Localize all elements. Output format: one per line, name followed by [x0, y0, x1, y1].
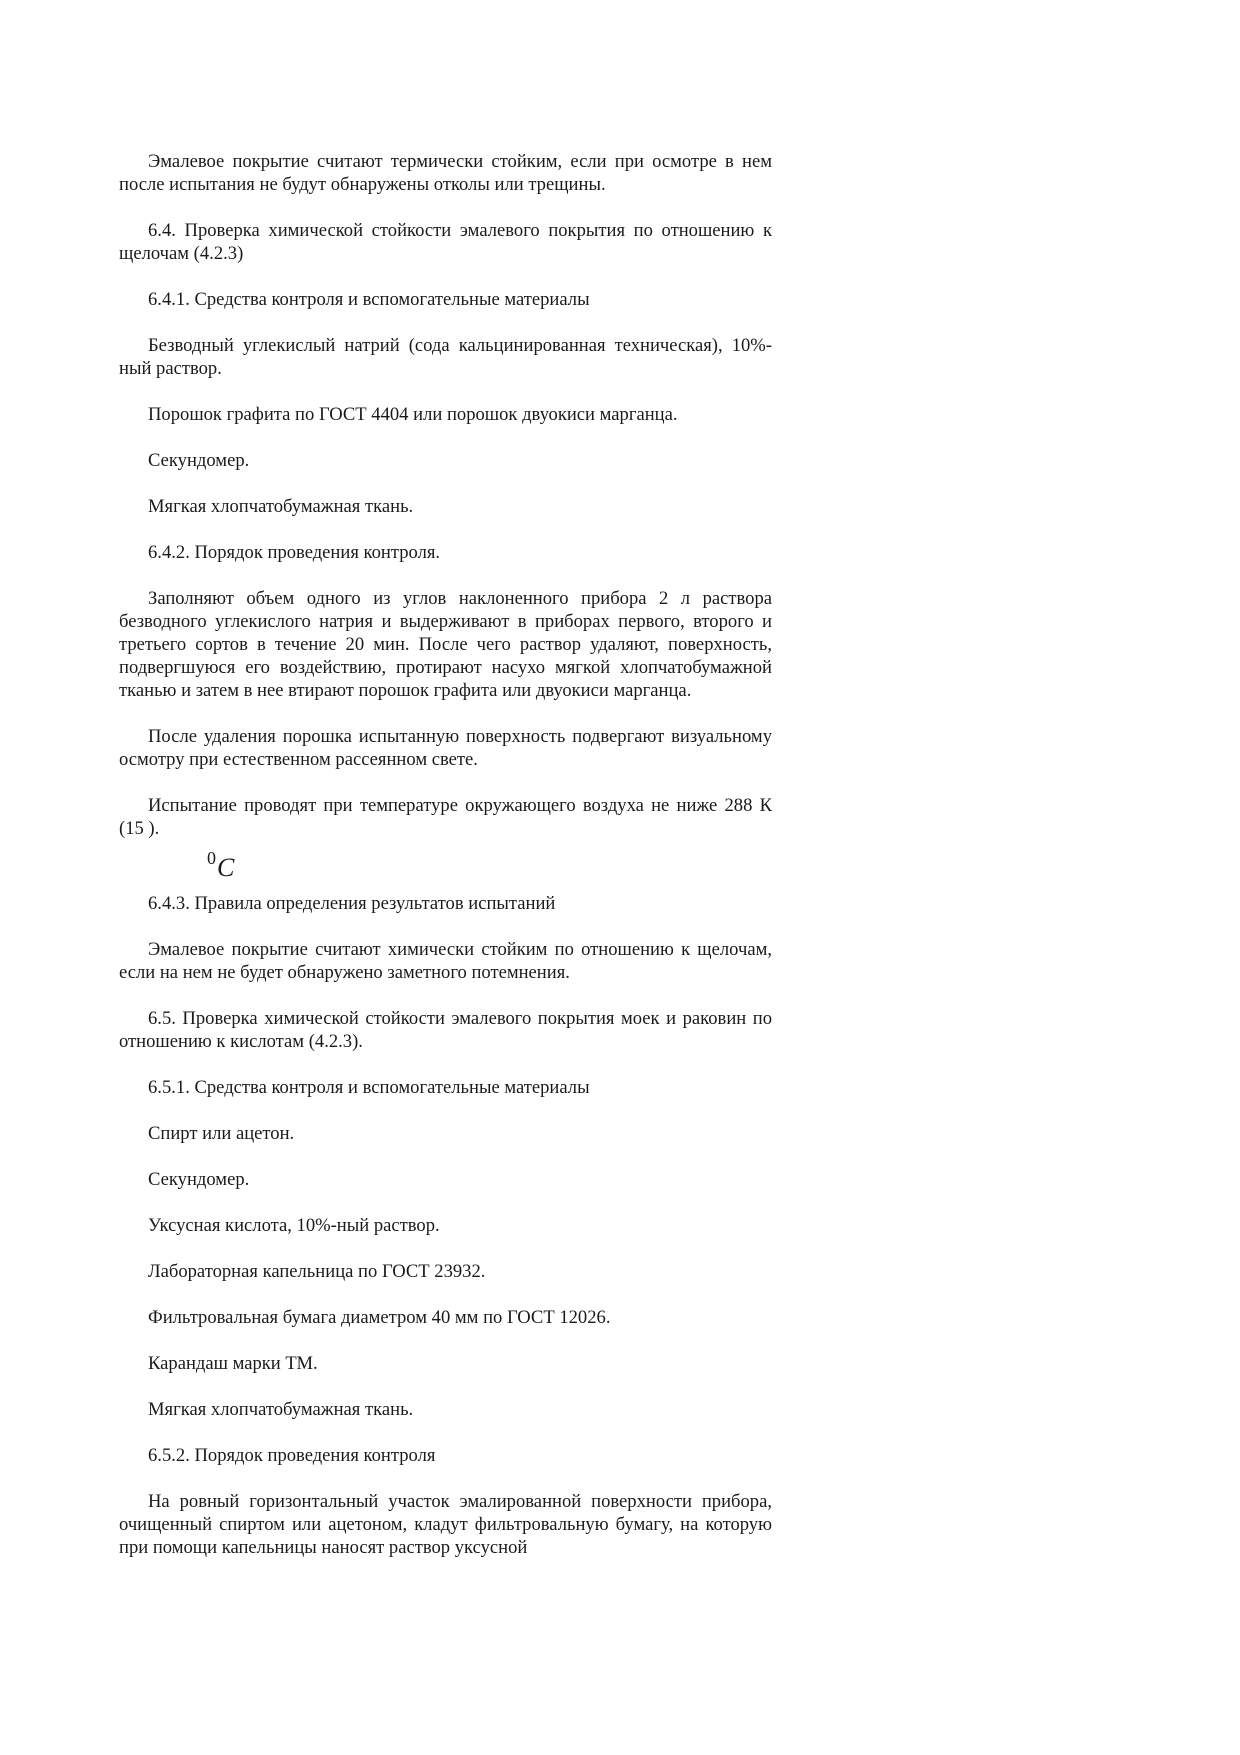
- paragraph-temperature: Испытание проводят при температуре окружающего воздуха не ниже 288 К (15 ).: [119, 795, 772, 839]
- paragraph-thermal-result: Эмалевое покрытие считают термически стойким, если при осмотре в нем после испытания не будут обнаружены отколы или трещины.: [119, 151, 772, 195]
- paragraph-procedure-alkali: Заполняют объем одного из углов наклоненного прибора 2 л раствора безводного углекислого натрия и выдерживают в приборах первого, второго и третьего сортов в течение 20 мин. После чего раствор удаляют, поверхность, подвергшуюся его воздействию, протирают насухо мягкой хлопчатобумажной тканью и затем в нее втирают порошок графита или двуокиси марганца.: [119, 588, 772, 701]
- celsius-formula: [119, 840, 772, 880]
- paragraph-graphite-powder: Порошок графита по ГОСТ 4404 или порошок двуокиси марганца.: [148, 404, 678, 425]
- paragraph-pencil: Карандаш марки ТМ.: [148, 1353, 318, 1374]
- paragraph-stopwatch: Секундомер.: [148, 450, 250, 471]
- heading-6-5: 6.5. Проверка химической стойкости эмалевого покрытия моек и раковин по отношению к кислотам (4.2.3).: [119, 1008, 772, 1052]
- heading-6-4: 6.4. Проверка химической стойкости эмалевого покрытия по отношению к щелочам (4.2.3): [119, 220, 772, 264]
- temperature-block: [119, 794, 772, 892]
- heading-6-4-2: 6.4.2. Порядок проведения контроля.: [148, 542, 441, 563]
- paragraph-alkali-result: Эмалевое покрытие считают химически стойким по отношению к щелочам, если на нем не будет обнаружено заметного потемнения.: [119, 939, 772, 983]
- heading-6-5-2: 6.5.2. Порядок проведения контроля: [148, 1445, 436, 1466]
- paragraph-acetic-acid: Уксусная кислота, 10%-ный раствор.: [148, 1215, 440, 1236]
- heading-6-5-1: 6.5.1. Средства контроля и вспомогательные материалы: [148, 1077, 590, 1098]
- paragraph-procedure-acid: На ровный горизонтальный участок эмалированной поверхности прибора, очищенный спиртом или ацетоном, кладут фильтровальную бумагу, на которую при помощи капельницы наносят раствор уксусной: [119, 1491, 772, 1558]
- document-body: [119, 150, 772, 1582]
- paragraph-alcohol-acetone: Спирт или ацетон.: [148, 1123, 295, 1144]
- heading-6-4-1: 6.4.1. Средства контроля и вспомогательные материалы: [148, 289, 590, 310]
- paragraph-stopwatch-2: Секундомер.: [148, 1169, 250, 1190]
- paragraph-filter-paper: Фильтровальная бумага диаметром 40 мм по ГОСТ 12026.: [148, 1307, 611, 1328]
- celsius-unit: C: [217, 853, 235, 882]
- degree-superscript: 0: [207, 848, 216, 868]
- paragraph-cotton-cloth-2: Мягкая хлопчатобумажная ткань.: [148, 1399, 414, 1420]
- paragraph-sodium-carbonate: Безводный углекислый натрий (сода кальцинированная техническая), 10%-ный раствор.: [119, 335, 772, 379]
- heading-6-4-3: 6.4.3. Правила определения результатов испытаний: [148, 893, 556, 914]
- paragraph-visual-inspection: После удаления порошка испытанную поверхность подвергают визуальному осмотру при естественном рассеянном свете.: [119, 726, 772, 770]
- paragraph-dropper: Лабораторная капельница по ГОСТ 23932.: [148, 1261, 486, 1282]
- paragraph-cotton-cloth: Мягкая хлопчатобумажная ткань.: [148, 496, 414, 517]
